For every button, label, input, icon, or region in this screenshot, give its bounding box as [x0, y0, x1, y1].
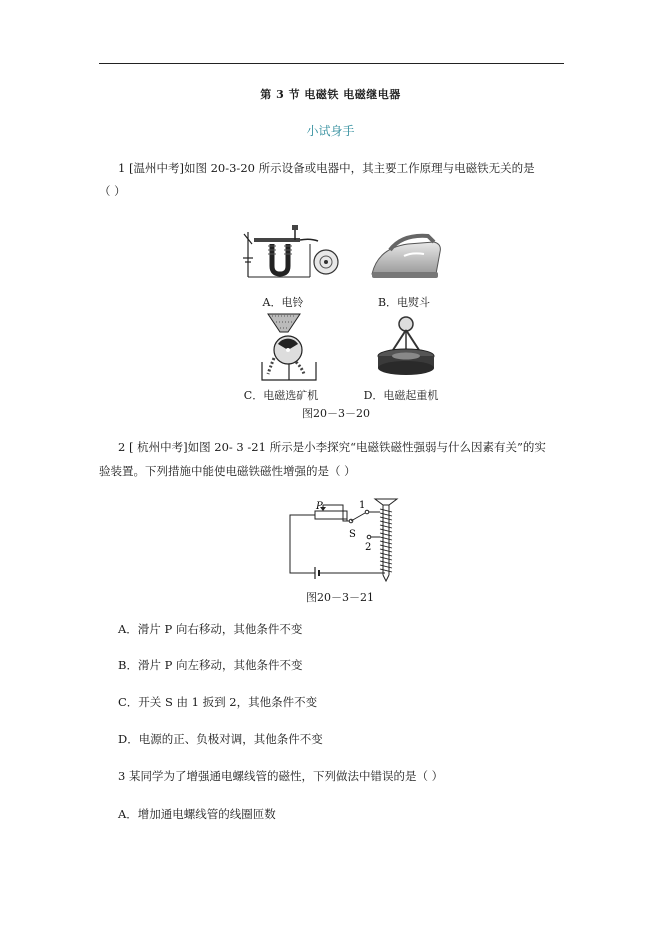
- rheostat-p-label: P: [316, 501, 323, 512]
- q2-option-d: D．电源的正、负极对调，其他条件不变: [118, 732, 323, 746]
- q1-stem-line1: 1 [温州中考]如图 20-3-20 所示设备或电器中，其主要工作原理与电磁铁无关的是: [118, 161, 535, 175]
- figure-20-3-21-caption: 图20－3－21: [306, 591, 374, 604]
- header-rule: [99, 63, 564, 64]
- q2-option-a: A．滑片 P 向右移动，其他条件不变: [118, 622, 303, 636]
- q3-option-a: A．增加通电螺线管的线圈匝数: [118, 807, 276, 821]
- section-title: 小试身手: [306, 124, 355, 138]
- switch-s-label: S: [349, 529, 356, 540]
- magnetic-separator-figure: [258, 312, 320, 382]
- q2-option-c: C．开关 S 由 1 扳到 2，其他条件不变: [118, 695, 318, 709]
- q3-stem: 3 某同学为了增强通电螺线管的磁性，下列做法中错误的是（ ）: [118, 769, 444, 783]
- q2-option-b: B．滑片 P 向左移动，其他条件不变: [118, 658, 303, 672]
- option-b-label: B．电熨斗: [377, 296, 431, 309]
- switch-terminal-2-label: 2: [365, 542, 372, 553]
- q2-stem-line2: 验装置。下列措施中能使电磁铁磁性增强的是（ ）: [99, 464, 356, 478]
- chapter-title: 第 3 节 电磁铁 电磁继电器: [260, 88, 401, 101]
- electromagnet-circuit-figure: [285, 495, 410, 585]
- q2-stem-line1: 2 [ 杭州中考]如图 20- 3 -21 所示是小李探究“电磁铁磁性强弱与什么因素有关”的实: [118, 440, 546, 454]
- electric-iron-figure: [368, 230, 444, 282]
- figure-20-3-20-caption: 图20－3－20: [302, 407, 370, 420]
- option-a-label: A．电铃: [262, 296, 304, 309]
- electromagnetic-crane-figure: [375, 312, 437, 380]
- switch-terminal-1-label: 1: [359, 500, 366, 511]
- q1-stem-line2: （ ）: [99, 184, 126, 198]
- electric-bell-figure: [240, 222, 340, 284]
- option-d-label: D．电磁起重机: [363, 389, 439, 402]
- option-c-label: C．电磁选矿机: [243, 389, 319, 402]
